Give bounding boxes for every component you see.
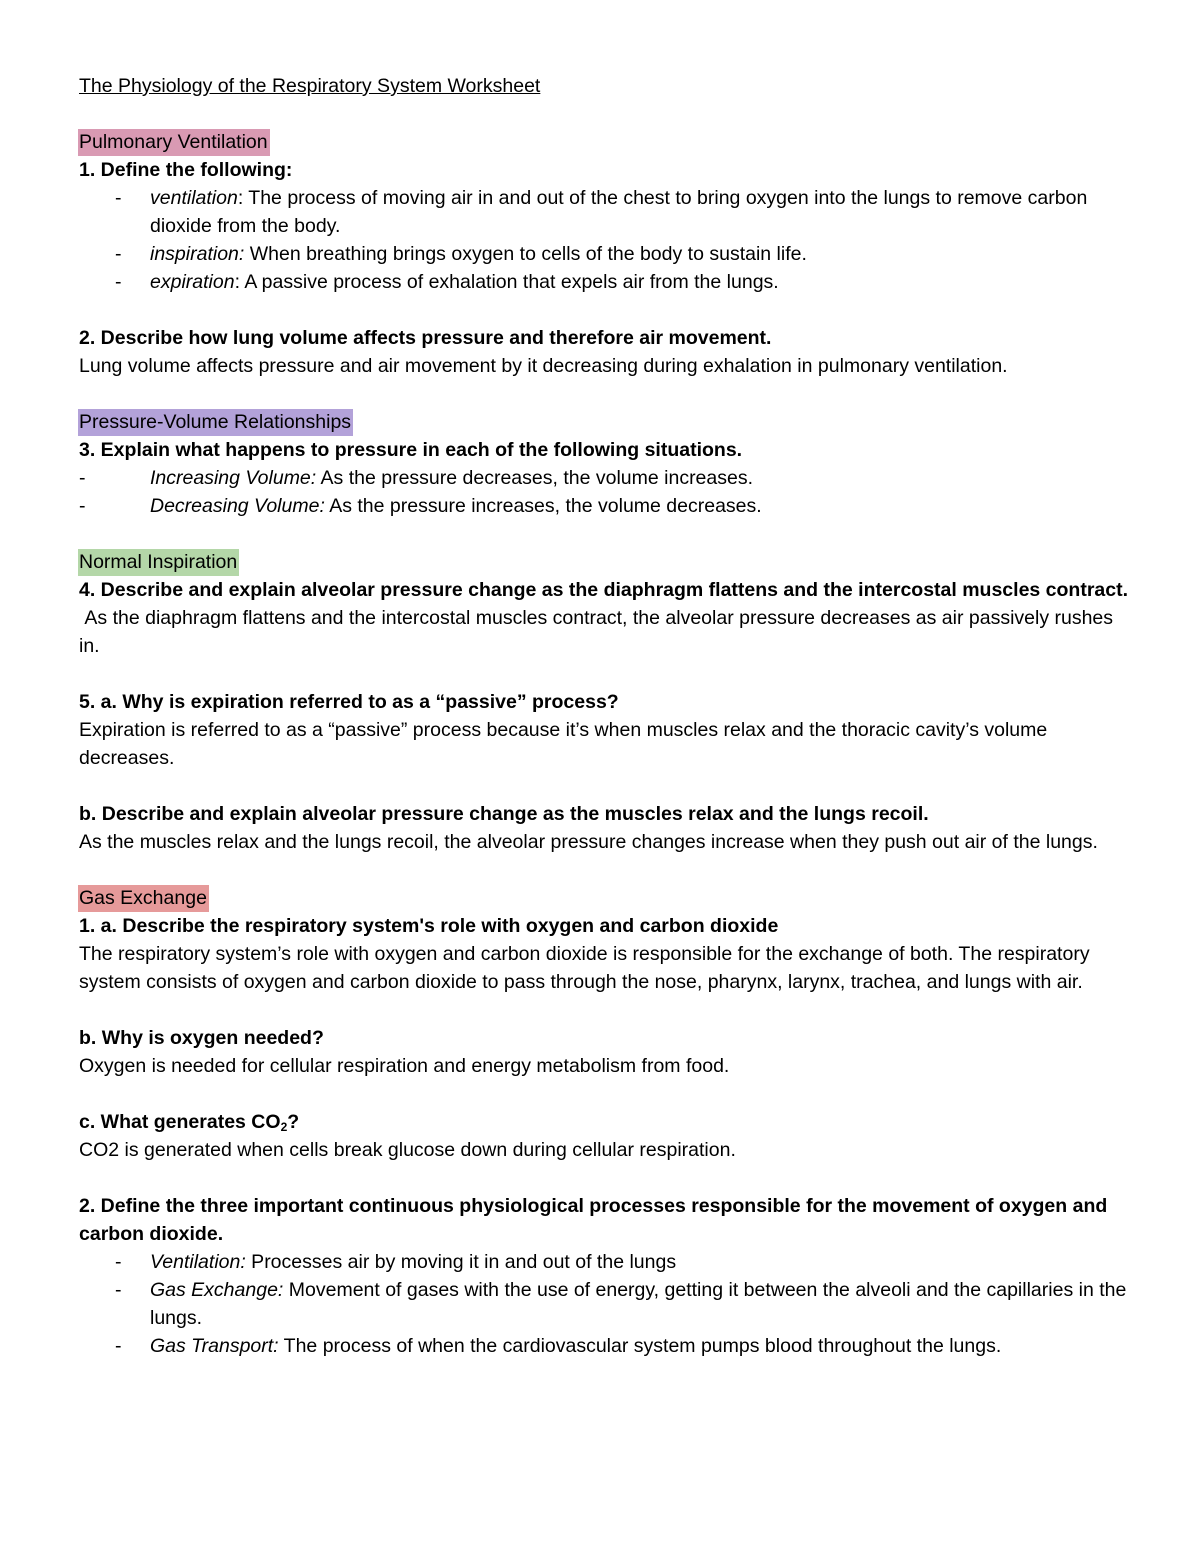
- dash-bullet: -: [115, 271, 122, 293]
- subscript: 2: [280, 1120, 288, 1134]
- situation-text: As the pressure increases, the volume decreases.: [324, 495, 762, 517]
- worksheet-document: [79, 72, 1129, 1360]
- dash-bullet: -: [115, 187, 122, 209]
- definition-term: expiration: [150, 271, 235, 293]
- dash-bullet: -: [115, 1251, 122, 1273]
- question-2-processes: 2. Define the three important continuous physiological processes responsible for the movement of oxygen and carbon dioxide.: [79, 1195, 1108, 1245]
- question-2: 2. Describe how lung volume affects pressure and therefore air movement.: [79, 327, 772, 349]
- answer-5b: As the muscles relax and the lungs recoil, the alveolar pressure changes increase when they push out air of the lungs.: [79, 831, 1098, 853]
- section-heading: Normal Inspiration: [78, 549, 239, 576]
- question-4: 4. Describe and explain alveolar pressure change as the diaphragm flattens and the intercostal muscles contract.: [79, 579, 1129, 601]
- definition-item: [79, 184, 1129, 240]
- process-text: Movement of gases with the use of energy, getting it between the alveoli and the capillaries in the lungs.: [150, 1279, 1127, 1329]
- situation-term: Decreasing Volume:: [150, 495, 325, 517]
- section-heading: Pressure-Volume Relationships: [78, 409, 353, 436]
- question-1: 1. Define the following:: [79, 159, 293, 181]
- situation-term: Increasing Volume:: [150, 467, 317, 489]
- process-term: Gas Transport:: [150, 1335, 279, 1357]
- process-item: [79, 1332, 1129, 1360]
- question-1c: [79, 1108, 1129, 1136]
- process-term: Gas Exchange:: [150, 1279, 284, 1301]
- dash-bullet: -: [79, 467, 86, 489]
- definition-text: When breathing brings oxygen to cells of the body to sustain life.: [249, 243, 807, 265]
- situation-item: [79, 464, 1129, 492]
- process-term: Ventilation:: [150, 1251, 246, 1273]
- answer-1c: CO2 is generated when cells break glucose down during cellular respiration.: [79, 1139, 736, 1161]
- section-gas-exchange: [79, 884, 1129, 1360]
- section-pulmonary-ventilation: [79, 128, 1129, 380]
- question-1c-text: c. What generates CO: [79, 1111, 281, 1133]
- answer-1b: Oxygen is needed for cellular respiration and energy metabolism from food.: [79, 1055, 730, 1077]
- process-item: [79, 1276, 1129, 1332]
- section-pressure-volume: [79, 408, 1129, 520]
- answer-1a: The respiratory system’s role with oxygen and carbon dioxide is responsible for the exchange of both. The respiratory system consists of oxygen and carbon dioxide to pass through the nose, pharynx, larynx, trachea, and lungs with air.: [79, 943, 1090, 993]
- definition-text: A passive process of exhalation that expels air from the lungs.: [244, 271, 779, 293]
- page-title: The Physiology of the Respiratory System Worksheet: [79, 75, 541, 97]
- answer-4: As the diaphragm flattens and the intercostal muscles contract, the alveolar pressure decreases as air passively rushes in.: [79, 607, 1119, 657]
- section-heading: Gas Exchange: [78, 885, 209, 912]
- section-heading: Pulmonary Ventilation: [78, 129, 270, 156]
- question-5b: b. Describe and explain alveolar pressure change as the muscles relax and the lungs recoil.: [79, 803, 929, 825]
- question-1c-end: ?: [287, 1111, 300, 1133]
- process-item: [79, 1248, 1129, 1276]
- definition-item: [79, 240, 1129, 268]
- situation-text: As the pressure decreases, the volume increases.: [316, 467, 754, 489]
- process-text: The process of when the cardiovascular system pumps blood throughout the lungs.: [278, 1335, 1002, 1357]
- process-text: Processes air by moving it in and out of the lungs: [245, 1251, 677, 1273]
- separator: :: [234, 271, 245, 293]
- separator: :: [237, 187, 249, 209]
- answer-5a: Expiration is referred to as a “passive” process because it’s when muscles relax and the thoracic cavity’s volume decreases.: [79, 719, 1048, 769]
- dash-bullet: -: [115, 1279, 122, 1301]
- definition-item: [79, 268, 1129, 296]
- question-1a: 1. a. Describe the respiratory system's role with oxygen and carbon dioxide: [79, 915, 779, 937]
- dash-bullet: -: [79, 495, 86, 517]
- question-1b: b. Why is oxygen needed?: [79, 1027, 324, 1049]
- dash-bullet: -: [115, 1335, 122, 1357]
- question-5a: 5. a. Why is expiration referred to as a “passive” process?: [79, 691, 619, 713]
- definition-text: The process of moving air in and out of the chest to bring oxygen into the lungs to remove carbon dioxide from the body.: [150, 187, 1088, 237]
- dash-bullet: -: [115, 243, 122, 265]
- situation-item: [79, 492, 1129, 520]
- definition-term: ventilation: [150, 187, 238, 209]
- section-normal-inspiration: [79, 548, 1129, 856]
- question-3: 3. Explain what happens to pressure in each of the following situations.: [79, 439, 743, 461]
- definition-term: inspiration:: [150, 243, 245, 265]
- answer-2: Lung volume affects pressure and air movement by it decreasing during exhalation in pulmonary ventilation.: [79, 355, 1008, 377]
